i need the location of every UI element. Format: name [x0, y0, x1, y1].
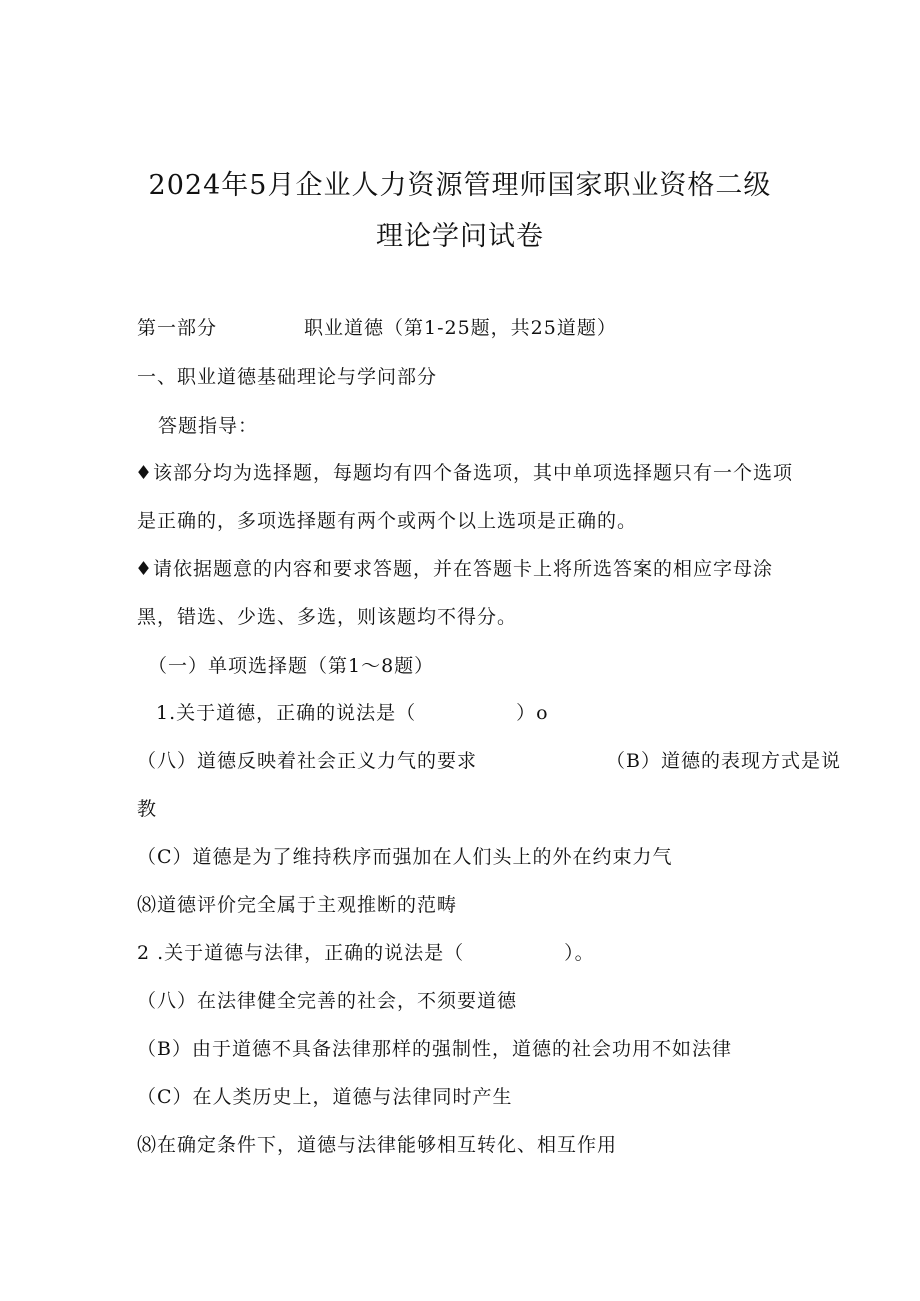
section-heading: 一、职业道德基础理论与学问部分 — [137, 366, 438, 388]
subsection-heading: （一）单项选择题（第1〜8题） — [148, 655, 435, 677]
question-2-option-c: （C）在人类历史上，道德与法律同时产生 — [137, 1086, 513, 1108]
instruction-1-line-1: ♦该部分均为选择题，每题均有四个备选项，其中单项选择题只有一个选项 — [135, 462, 794, 484]
document-title-line-1: 2024年5月企业人力资源管理师国家职业资格二级 — [148, 170, 772, 201]
question-2-option-d: ⑻在确定条件下，道德与法律能够相互转化、相互作用 — [137, 1134, 618, 1156]
part-label: 第一部分 — [137, 317, 218, 339]
question-1-option-b: （B）道德的表现方式是说 — [606, 750, 841, 772]
instruction-2-line-2: 黑，错选、少选、多选，则该题均不得分。 — [137, 606, 518, 628]
question-1-stem: 1.关于道德，正确的说法是（ ）o — [156, 702, 549, 724]
question-1-option-c: （C）道德是为了维持秩序而强加在人们头上的外在约束力气 — [137, 846, 673, 868]
question-1-option-b-continued: 教 — [137, 798, 158, 820]
guide-label: 答题指导： — [158, 415, 259, 437]
document-title-line-2: 理论学问试卷 — [376, 221, 544, 252]
instruction-2-line-1: ♦请依据题意的内容和要求答题，并在答题卡上将所选答案的相应字母涂 — [135, 558, 774, 580]
instruction-1-line-2: 是正确的，多项选择题有两个或两个以上选项是正确的。 — [137, 510, 638, 532]
question-2-stem: 2 .关于道德与法律，正确的说法是（ ）。 — [137, 942, 595, 964]
question-2-option-a: （八）在法律健全完善的社会，不须要道德 — [137, 990, 518, 1012]
question-1-option-d: ⑻道德评价完全属于主观推断的范畴 — [137, 894, 458, 916]
part-title: 职业道德（第1-25题，共25道题） — [304, 317, 617, 339]
question-1-option-a: （八）道德反映着社会正义力气的要求 — [137, 750, 478, 772]
question-2-option-b: （B）由于道德不具备法律那样的强制性，道德的社会功用不如法律 — [137, 1038, 732, 1060]
